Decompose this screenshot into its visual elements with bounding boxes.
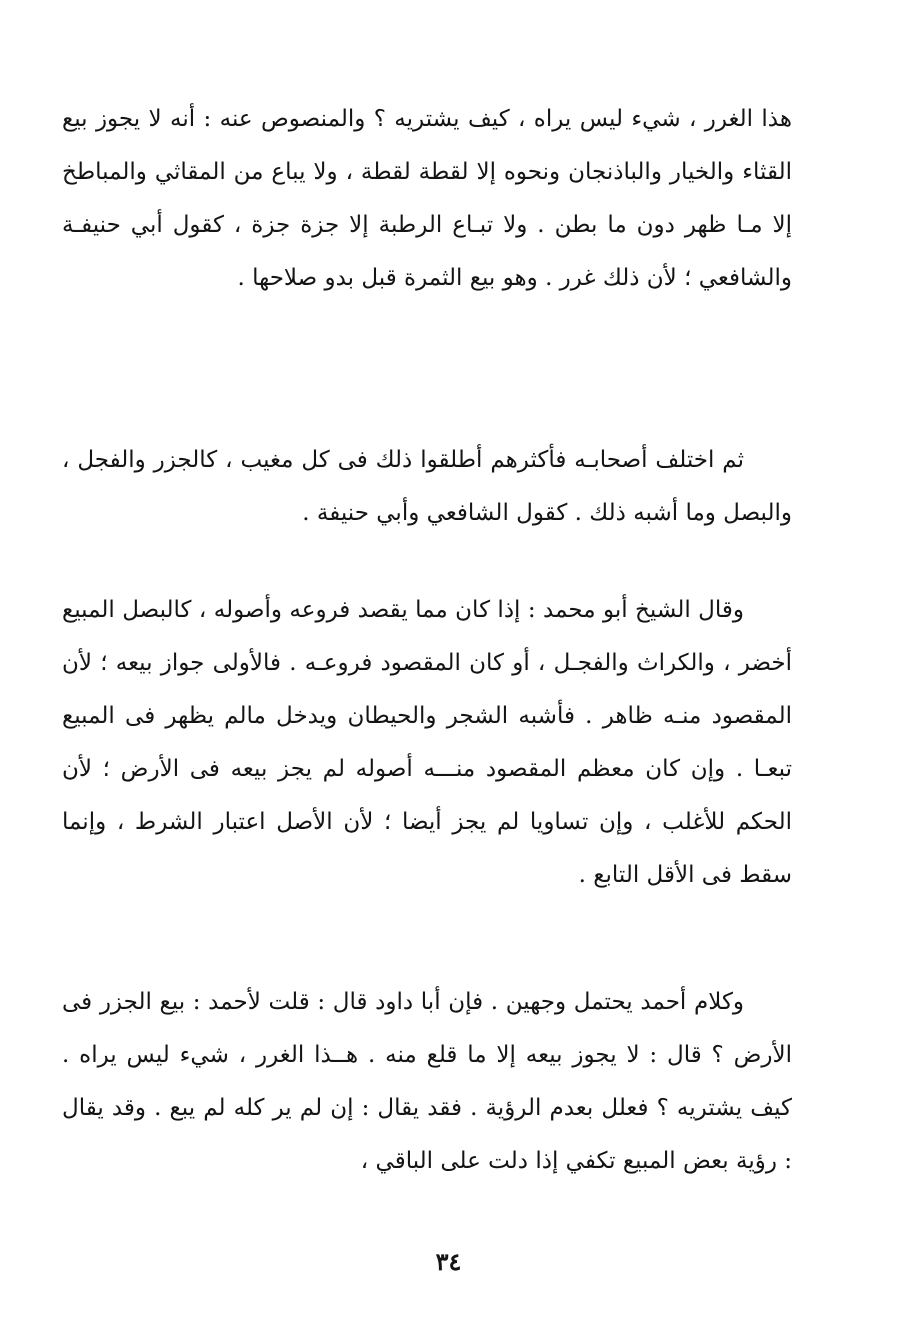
paragraph-2: ثم اختلف أصحابـه فأكثرهم أطلقوا ذلك فى كل مغيب ، كالجزر والفجل ، والبصل وما أشبه ذلك . كقول الشافعي وأبي حنيفة .	[62, 447, 792, 526]
paragraph-1: هذا الغرر ، شيء ليس يراه ، كيف يشتريه ؟ والمنصوص عنه : أنه لا يجوز بيع القثاء والخيار والباذنجان ونحوه إلا لقطة لقطة ، ولا يباع من المقاثي والمباطخ إلا مـا ظهر دون ما بطن . ولا تبـاع الرطبة إلا جزة جزة ، كقول أبي حنيفـة والشافعي ؛ لأن ذلك غرر . وهو بيع الثمرة قبل بدو صلاحها .	[62, 106, 792, 291]
paragraph-3: وقال الشيخ أبو محمد : إذا كان مما يقصد فروعه وأصوله ، كالبصل المبيع أخضر ، والكراث والفجـل ، أو كان المقصود فروعـه . فالأولى جواز بيعه ؛ لأن المقصود منـه ظاهر . فأشبه الشجر والحيطان ويدخل مالم يظهر فى المبيع تبعـا . وإن كان معظم المقصود منـــه أصوله لم يجز بيعه فى الأرض ؛ لأن الحكم للأغلب ، وإن تساويا لم يجز أيضا ؛ لأن الأصل اعتبار الشرط ، وإنما سقط فى الأقل التابع .	[62, 597, 792, 888]
paragraph-4: وكلام أحمد يحتمل وجهين . فإن أبا داود قال : قلت لأحمد : بيع الجزر فى الأرض ؟ قال : لا يجوز بيعه إلا ما قلع منه . هــذا الغرر ، شيء ليس يراه . كيف يشتريه ؟ فعلل بعدم الرؤية . فقد يقال : إن لم ير كله لم يبع . وقد يقال : رؤية بعض المبيع تكفي إذا دلت على الباقي ،	[62, 989, 792, 1174]
page-number: ٣٤	[435, 1247, 462, 1276]
